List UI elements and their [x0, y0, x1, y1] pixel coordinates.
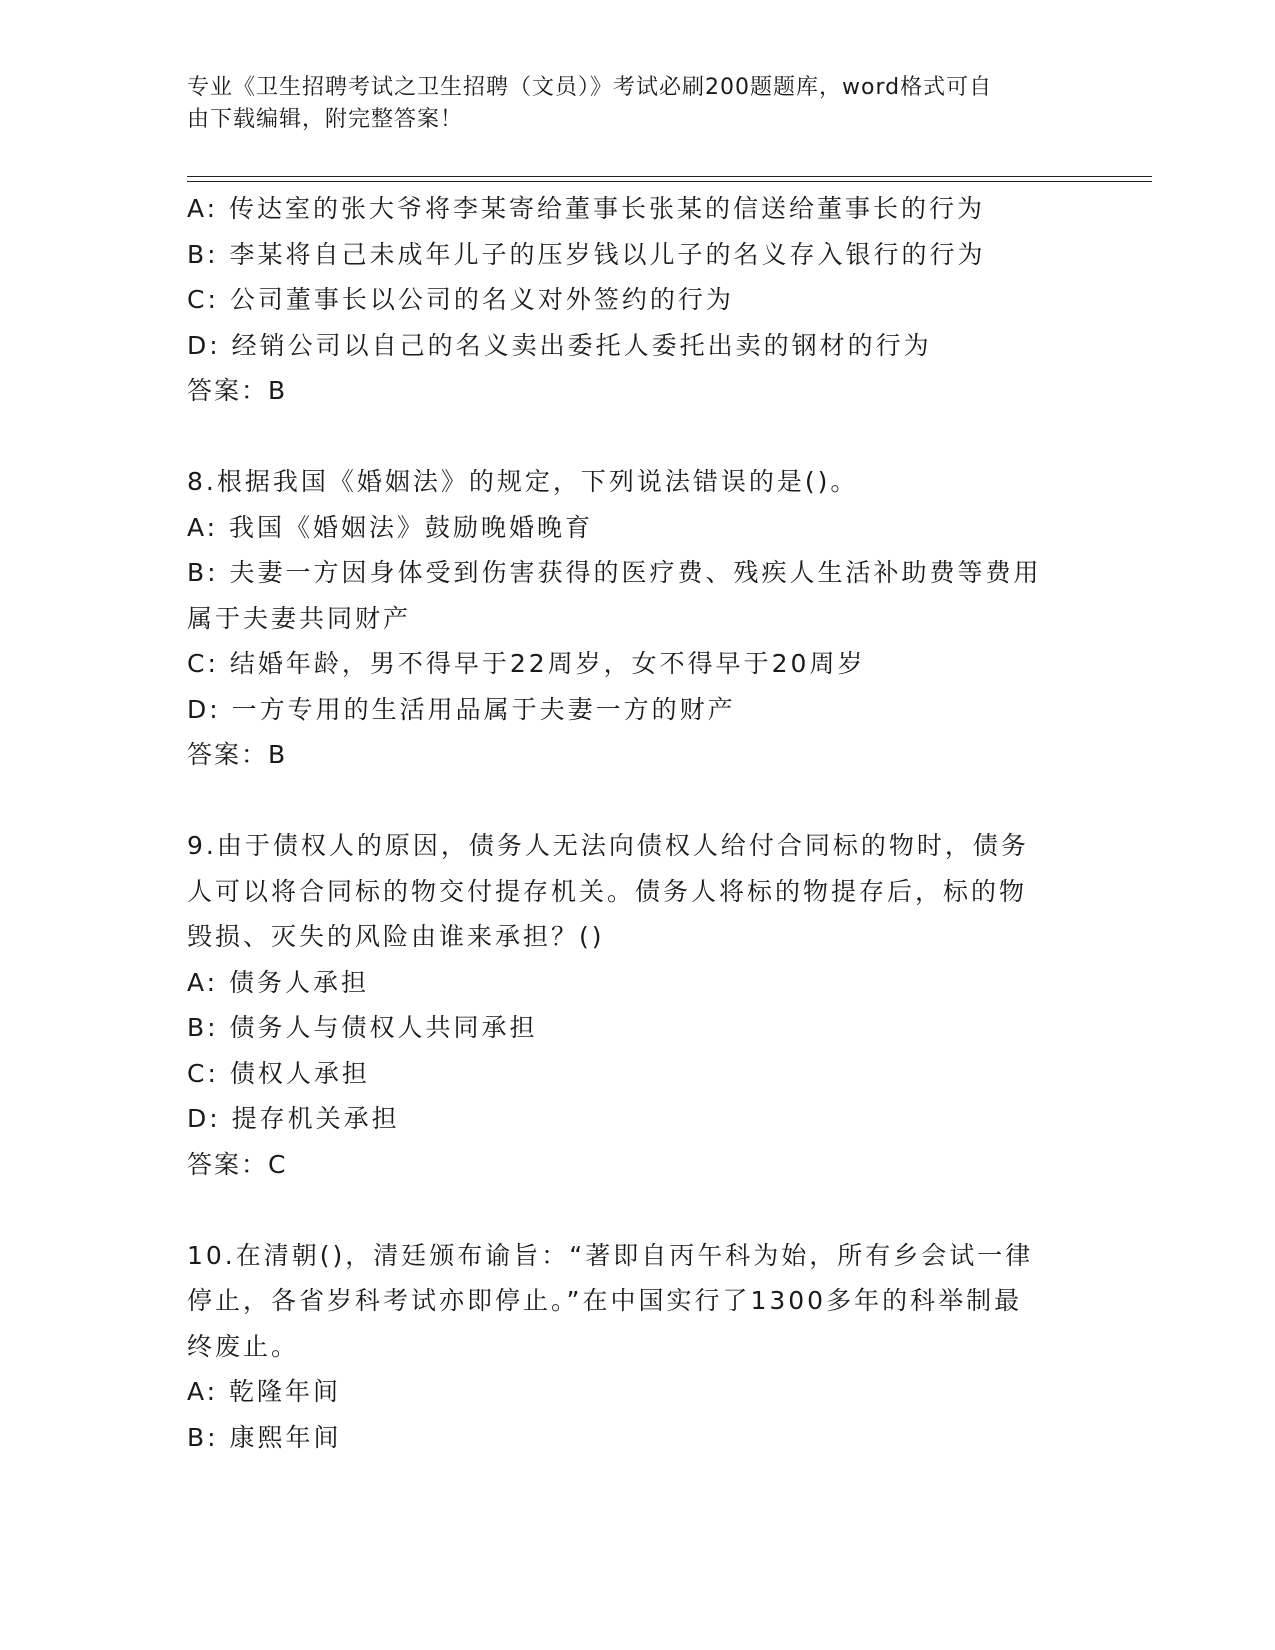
option-b: B: 债务人与债权人共同承担: [187, 1013, 538, 1042]
option-c: C: 结婚年龄，男不得早于22周岁，女不得早于20周岁: [187, 649, 866, 678]
option-c: C: 公司董事长以公司的名义对外签约的行为: [187, 285, 734, 314]
question-stem-continued: 终废止。: [187, 1331, 300, 1361]
answer: 答案：B: [187, 376, 288, 405]
header-rule-top: [187, 176, 1152, 177]
question-9: [187, 823, 1087, 1187]
option-a: A: 乾隆年间: [187, 1377, 342, 1406]
question-8: [187, 459, 1087, 778]
question-stem: 8.根据我国《婚姻法》的规定，下列说法错误的是()。: [187, 467, 859, 496]
document-header: [187, 72, 1087, 136]
question-7-continued: [187, 186, 1087, 414]
header-rule-bottom: [187, 181, 1152, 182]
option-c: C: 债权人承担: [187, 1058, 370, 1088]
spacer: [187, 414, 1087, 460]
option-b: B: 康熙年间: [187, 1422, 342, 1452]
option-b-continued: 属于夫妻共同财产: [187, 603, 412, 633]
question-list: [187, 186, 1087, 1460]
answer: 答案：B: [187, 740, 288, 769]
option-d: D: 一方专用的生活用品属于夫妻一方的财产: [187, 694, 736, 724]
option-d: D: 提存机关承担: [187, 1104, 400, 1133]
question-stem: 10.在清朝()，清廷颁布谕旨：“著即自丙午科为始，所有乡会试一律: [187, 1240, 1034, 1270]
option-b: B: 李某将自己未成年儿子的压岁钱以儿子的名义存入银行的行为: [187, 239, 986, 269]
option-d: D: 经销公司以自己的名义卖出委托人委托出卖的钢材的行为: [187, 330, 932, 360]
question-stem-continued: 停止，各省岁科考试亦即停止。”在中国实行了1300多年的科举制最: [187, 1286, 1023, 1315]
option-a: A: 我国《婚姻法》鼓励晚婚晚育: [187, 512, 594, 542]
header-line-2: 由下载编辑，附完整答案！: [187, 107, 464, 132]
question-stem-continued: 人可以将合同标的物交付提存机关。债务人将标的物提存后，标的物: [187, 876, 1028, 906]
option-a: A: 传达室的张大爷将李某寄给董事长张某的信送给董事长的行为: [187, 194, 986, 223]
answer: 答案：C: [187, 1149, 288, 1179]
question-stem: 9.由于债权人的原因，债务人无法向债权人给付合同标的物时，债务: [187, 831, 1029, 860]
header-line-1: 专业《卫生招聘考试之卫生招聘（文员）》考试必刷200题题库，word格式可自: [187, 75, 993, 100]
option-a: A: 债务人承担: [187, 967, 370, 997]
spacer: [187, 778, 1087, 824]
question-stem-continued: 毁损、灭失的风险由谁来承担？(): [187, 922, 605, 951]
option-b: B: 夫妻一方因身体受到伤害获得的医疗费、残疾人生活补助费等费用: [187, 558, 1042, 587]
spacer: [187, 1187, 1087, 1233]
question-10: [187, 1233, 1087, 1461]
